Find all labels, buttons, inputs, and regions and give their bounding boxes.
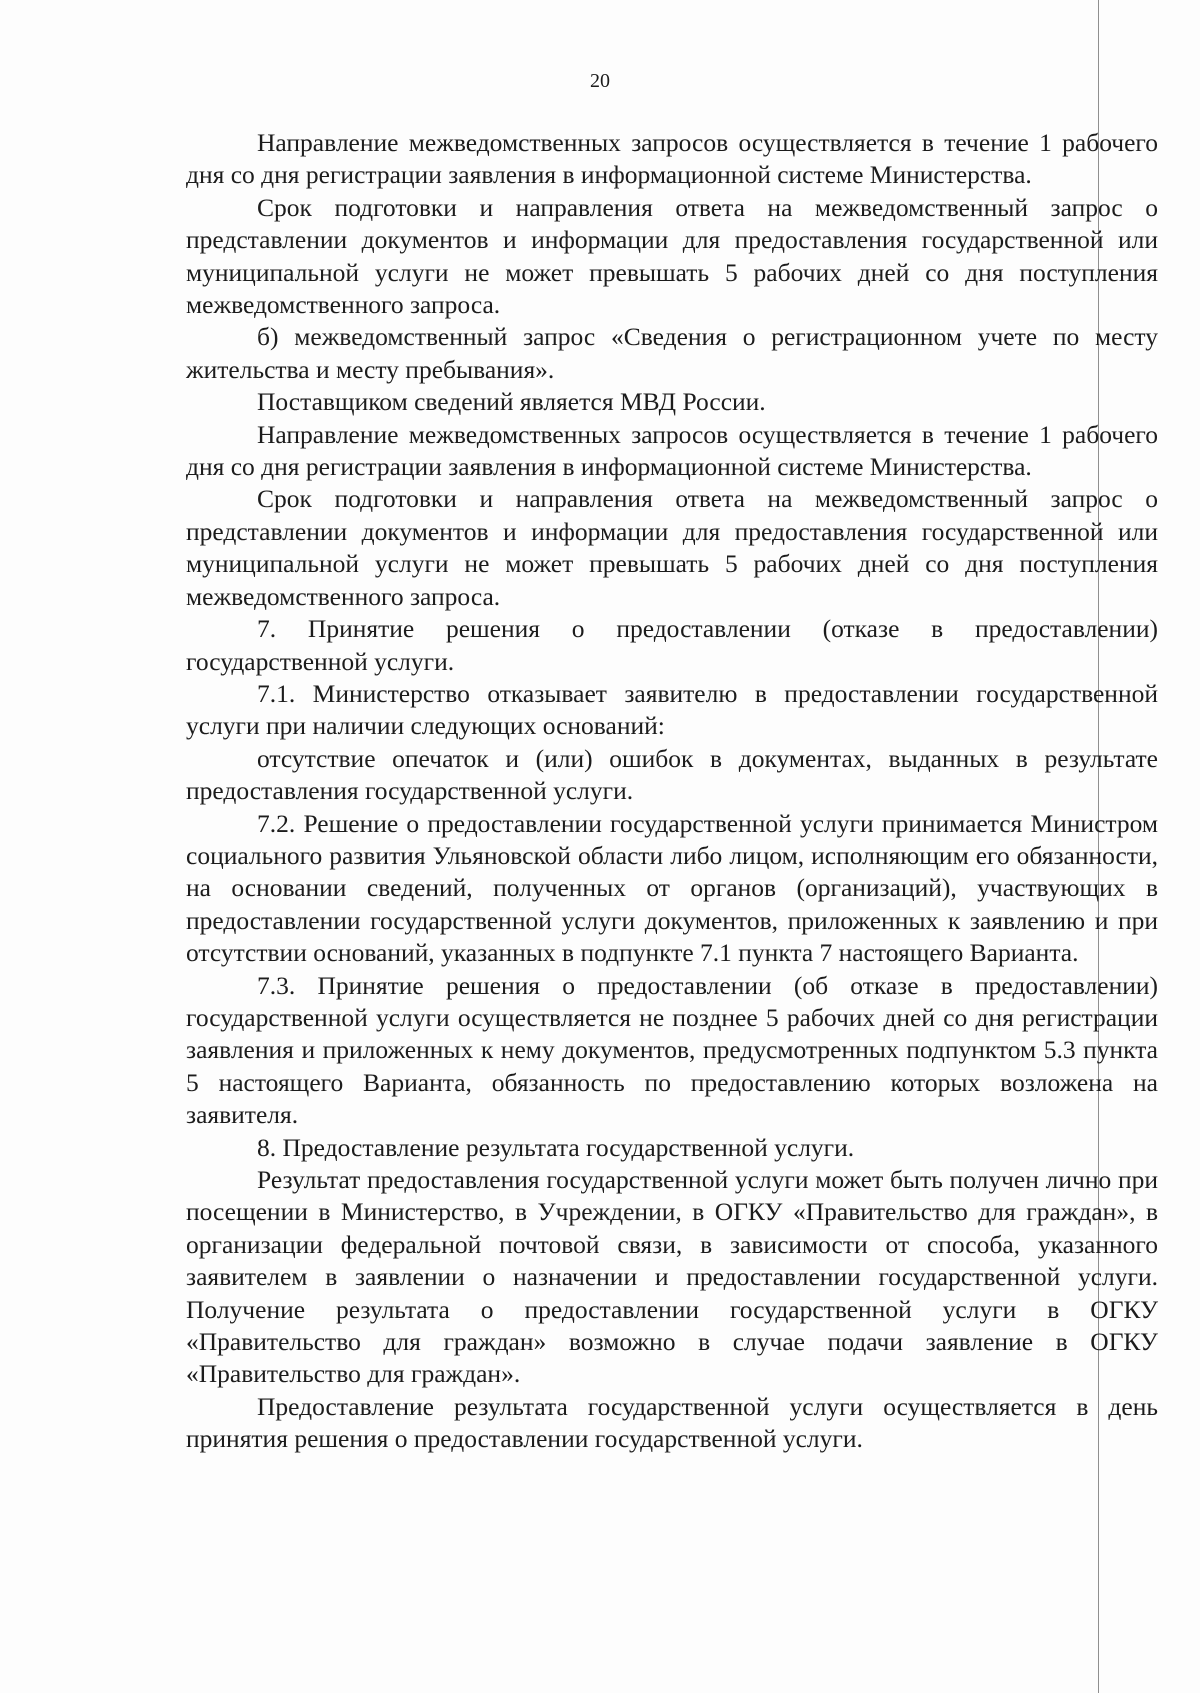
- paragraph-result-timing: Предоставление результата государственной услуги осуществляется в день принятия решения о предоставлении государственной услуги.: [186, 1391, 1158, 1454]
- paragraph-registration-request: б) межведомственный запрос «Сведения о регистрационном учете по месту жительства и месту пребывания».: [186, 322, 1158, 384]
- paragraph-7-3: 7.3. Принятие решения о предоставлении (об отказе в предоставлении) государственной услуги осуществляется не позднее 5 рабочих дней со дня регистрации заявления и приложенных к нему документов, предусмотренных подпунктом 5.3 пункта 5 настоящего Варианта, обязанность по предоставлению которых возложена на заявителя.: [186, 970, 1158, 1130]
- section-7-heading: 7. Принятие решения о предоставлении (отказе в предоставлении) государственной услуги.: [186, 614, 1158, 676]
- paragraph-7-2: 7.2. Решение о предоставлении государственной услуги принимается Министром социального развития Ульяновской области либо лицом, исполняющим его обязанности, на основании сведений, полученных от органов (организаций), участвующих в предоставлении государственной услуги документов, приложенных к заявлению и при отсутствии оснований, указанных в подпункте 7.1 пункта 7 настоящего Варианта.: [186, 808, 1158, 968]
- paragraph-result-receipt: Результат предоставления государственной услуги может быть получен лично при посещении в Министерство, в Учреждении, в ОГКУ «Правительство для граждан», в организации федеральной почтовой связи, в зависимости от способа, указанного заявителем в заявлении о назначении и предоставлении государственной услуги. Получение результата о предоставлении государственной услуги в ОГКУ «Правительство для граждан» возможно в случае подачи заявление в ОГКУ «Правительство для граждан».: [186, 1165, 1158, 1389]
- paragraph-data-provider: Поставщиком сведений является МВД России.: [257, 387, 766, 417]
- paragraph-response-deadline: Срок подготовки и направления ответа на межведомственный запрос о представлении документов и информации для предоставления государственной или муниципальной услуги не может превышать 5 рабочих дней со дня поступления межведомственного запроса.: [186, 192, 1158, 320]
- paragraph-interdepartmental-request-deadline-2: Направление межведомственных запросов осуществляется в течение 1 рабочего дня со дня регистрации заявления в информационной системе Министерства.: [186, 419, 1158, 482]
- paragraph-7-1: 7.1. Министерство отказывает заявителю в предоставлении государственной услуги при наличии следующих оснований:: [186, 678, 1158, 741]
- document-body: [186, 127, 1158, 1456]
- section-8-heading: 8. Предоставление результата государственной услуги.: [257, 1132, 855, 1162]
- page-number: 20: [590, 70, 610, 92]
- paragraph-interdepartmental-request-deadline: Направление межведомственных запросов осуществляется в течение 1 рабочего дня со дня регистрации заявления в информационной системе Министерства.: [186, 128, 1158, 190]
- paragraph-response-deadline-2: Срок подготовки и направления ответа на межведомственный запрос о представлении документов и информации для предоставления государственной или муниципальной услуги не может превышать 5 рабочих дней со дня поступления межведомственного запроса.: [186, 484, 1158, 611]
- paragraph-refusal-ground: отсутствие опечаток и (или) ошибок в документах, выданных в результате предоставления государственной услуги.: [186, 743, 1158, 806]
